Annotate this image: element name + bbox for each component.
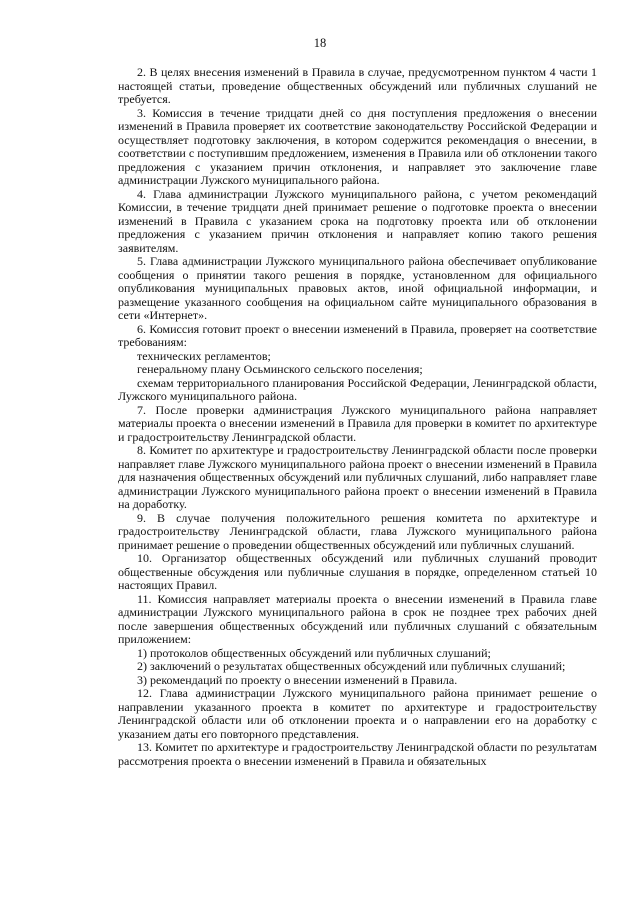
- paragraph-item-7: 7. После проверки администрация Лужского муниципального района направляет материалы проекта о внесении изменений в Правила для проверки в комитет по архитектуре и градостроительству Ленинградской области.: [118, 402, 597, 444]
- document-body: [118, 66, 597, 768]
- paragraph-item-12: 12. Глава администрации Лужского муниципального района принимает решение о направлении указанного проекта в комитет по архитектуре и градостроительству Ленинградской области или об отклонении проекта и о направлении его на доработку с указанием даты его повторного представления.: [118, 686, 597, 741]
- paragraph-item-10: 10. Организатор общественных обсуждений или публичных слушаний проводит общественные обсуждения или публичные слушания в порядке, определенном статьей 10 настоящих Правил.: [118, 551, 597, 592]
- requirement-technical-regulations: технических регламентов;: [137, 348, 271, 363]
- paragraph-item-9: 9. В случае получения положительного решения комитета по архитектуре и градостроительству Ленинградской области, глава Лужского муниципального района принимает решение о проведении общественных обсуждений или публичных слушаний.: [118, 510, 597, 552]
- attachment-conclusions: 2) заключений о результатах общественных обсуждений или публичных слушаний;: [137, 659, 566, 673]
- paragraph-item-13: 13. Комитет по архитектуре и градостроительству Ленинградской области по результатам рассмотрения проекта о внесении изменений в Правила и обязательных: [118, 740, 597, 768]
- paragraph-item-3: 3. Комиссия в течение тридцати дней со дня поступления предложения о внесении изменений в Правила проверяет их соответствие законодательству Российской Федерации и осуществляет подготовку заключения, в котором содержится рекомендация о внесении, в соответствии с поступившим предложением, изменения в Правила или об отклонении такого предложения с указанием причин отклонения, и направляет это заключение главе администрации Лужского муниципального района.: [118, 105, 597, 187]
- attachment-recommendations: 3) рекомендаций по проекту о внесении изменений в Правила.: [137, 672, 458, 687]
- paragraph-item-5: 5. Глава администрации Лужского муниципального района обеспечивает опубликование сообщения о принятии такого решения в порядке, установленном для официального опубликования муниципальных правовых актов, иной официальной информации, и размещение указанного сообщения на официальном сайте муниципального образования в сети «Интернет».: [118, 254, 597, 322]
- paragraph-item-6: 6. Комиссия готовит проект о внесении изменений в Правила, проверяет на соответствие требованиям:: [118, 321, 597, 349]
- page-number: 18: [313, 36, 327, 50]
- attachment-protocols: 1) протоколов общественных обсуждений или публичных слушаний;: [137, 645, 491, 660]
- paragraph-item-8: 8. Комитет по архитектуре и градостроительству Ленинградской области после проверки направляет главе Лужского муниципального района проект о внесении изменений в Правила для назначения общественных обсуждений или публичных слушаний, либо направляет главе администрации Лужского муниципального района проект о внесении изменений в Правила на доработку.: [118, 443, 597, 511]
- paragraph-item-2: 2. В целях внесения изменений в Правила в случае, предусмотренном пунктом 4 части 1 настоящей статьи, проведение общественных обсуждений или публичных слушаний не требуется.: [118, 65, 597, 106]
- requirement-territorial-planning: схемам территориального планирования Российской Федерации, Ленинградской области, Лужского муниципального района.: [118, 375, 597, 403]
- paragraph-item-11: 11. Комиссия направляет материалы проекта о внесении изменений в Правила главе администрации Лужского муниципального района в срок не позднее трех рабочих дней после завершения общественных обсуждений или публичных слушаний с обязательным приложением:: [118, 591, 597, 646]
- paragraph-item-4: 4. Глава администрации Лужского муниципального района, с учетом рекомендаций Комиссии, в течение тридцати дней принимает решение о подготовке проекта о внесении изменений в Правила с указанием срока на подготовку проекта или об отклонении предложения с указанием причин отклонения и направляет копию такого решения заявителям.: [118, 186, 597, 255]
- requirement-general-plan: генеральному плану Осьминского сельского поселения;: [137, 362, 423, 376]
